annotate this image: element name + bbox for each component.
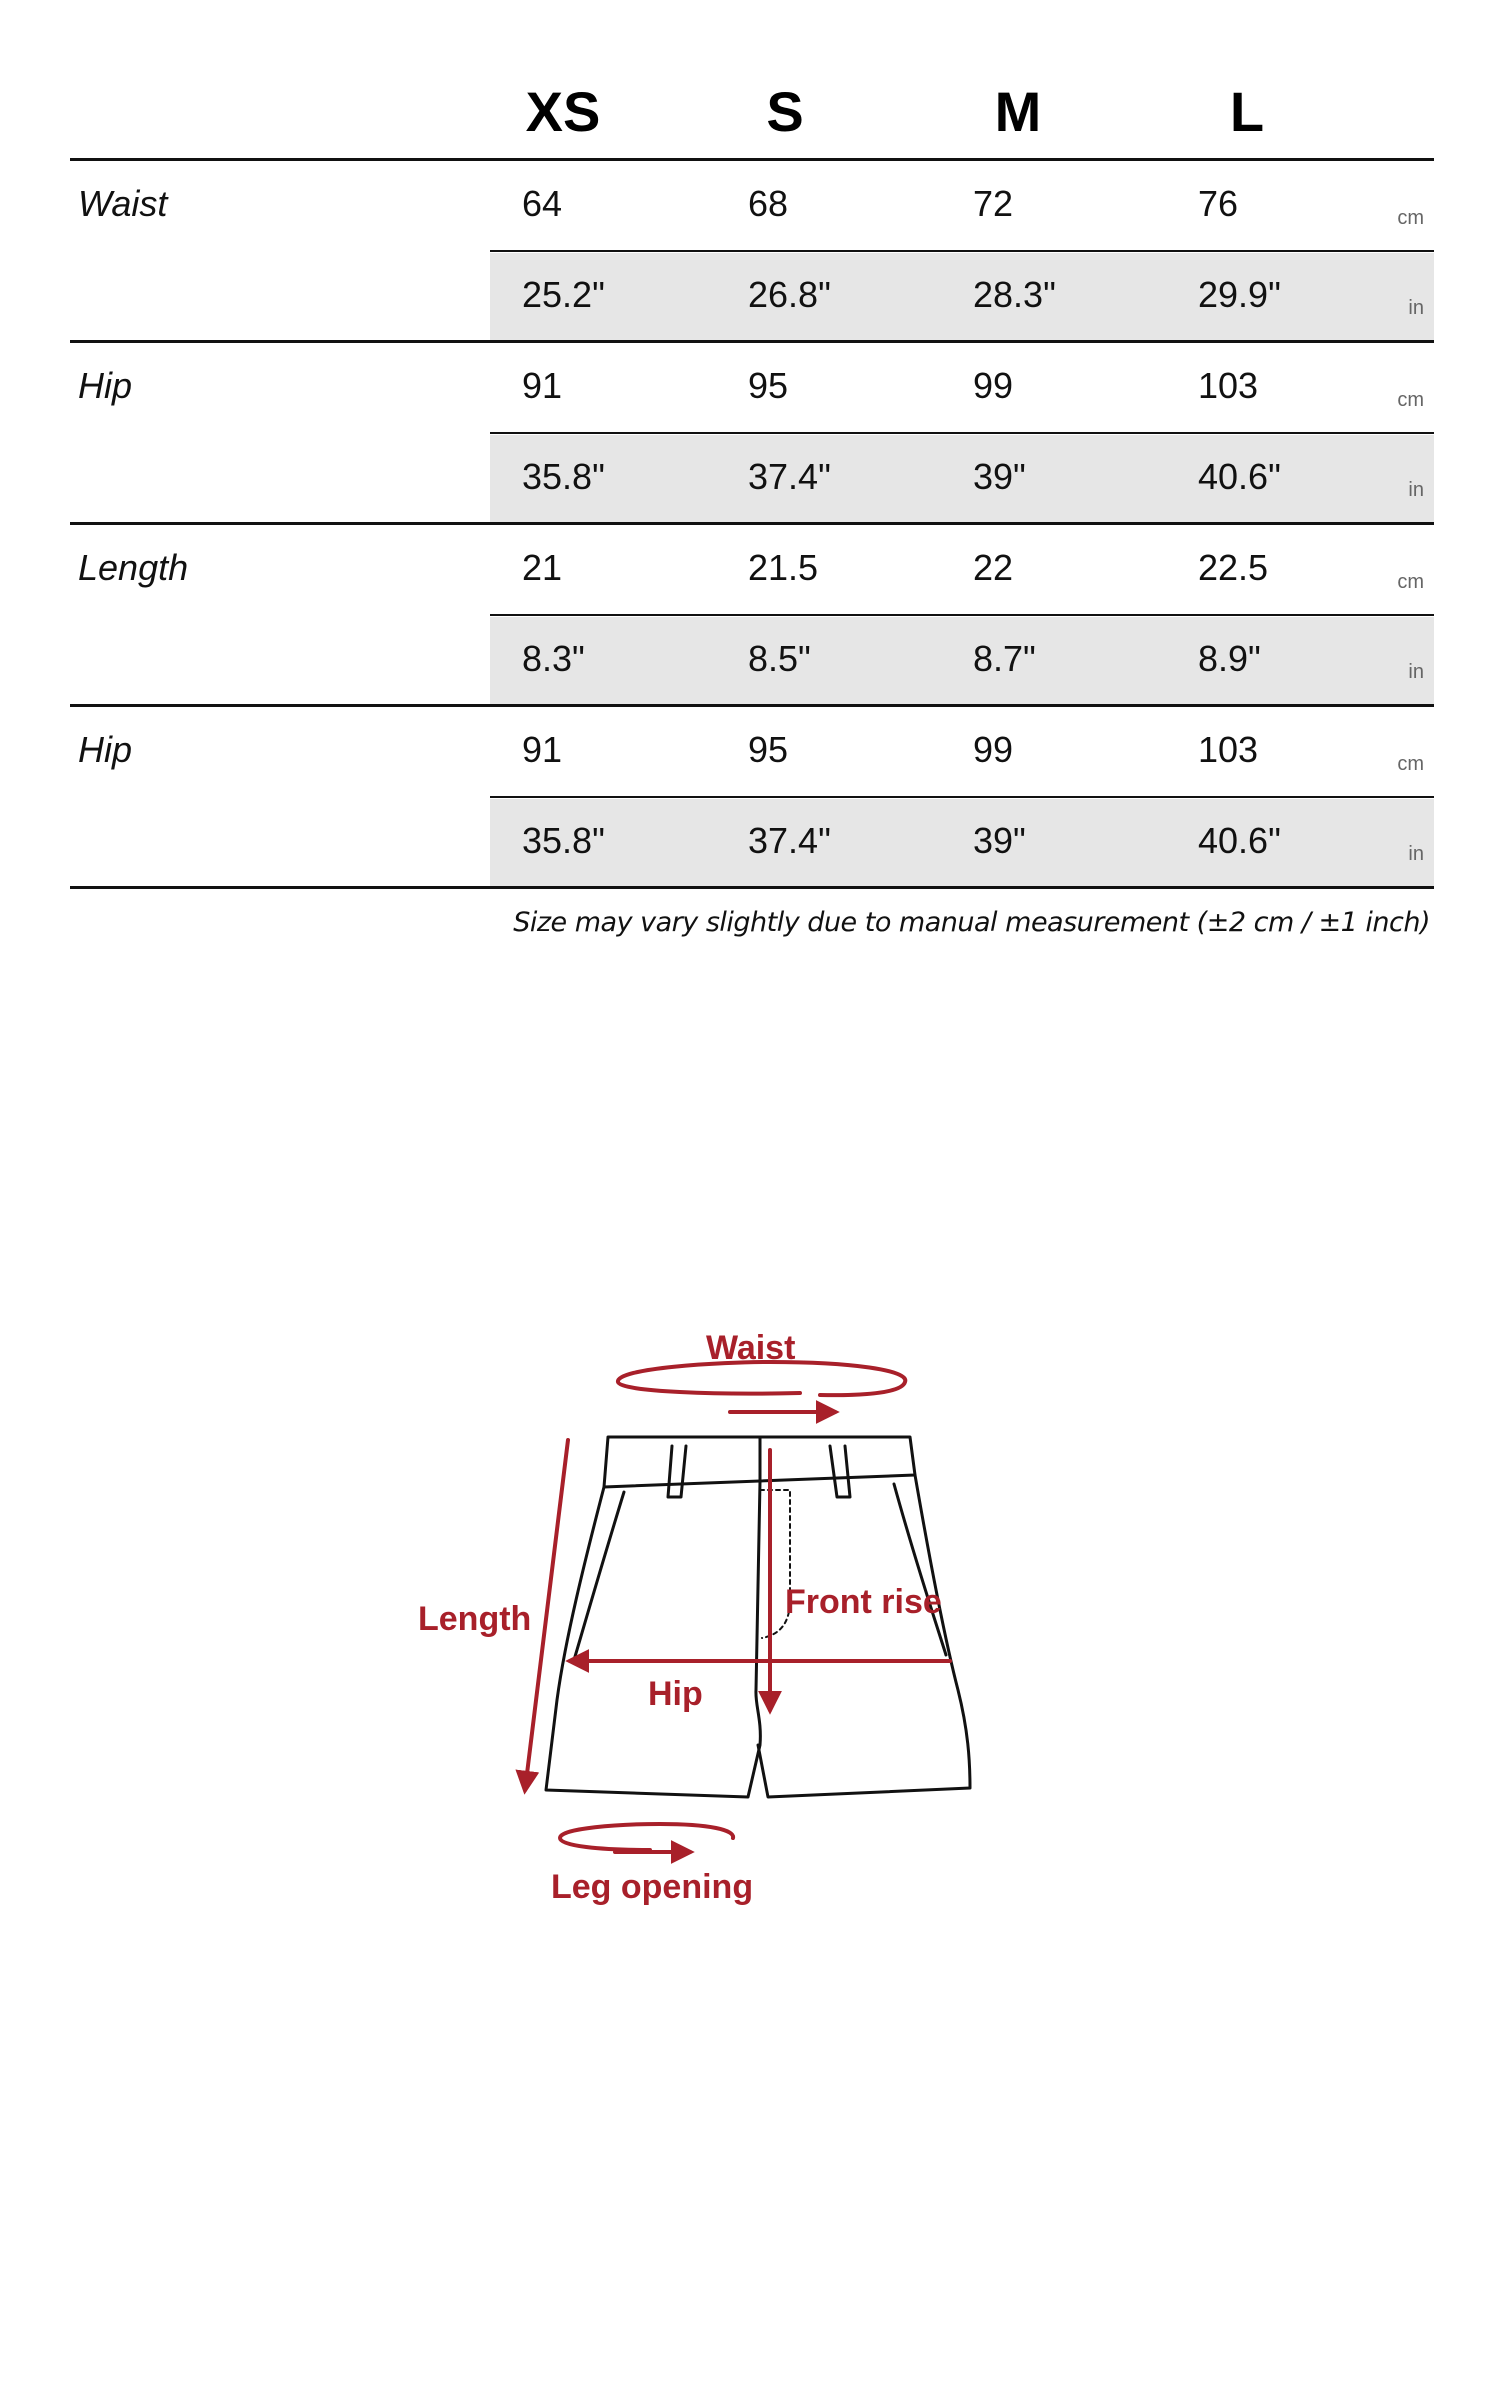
- table-cell-in: 26.8": [748, 274, 831, 315]
- diagram-label-leg-opening: Leg opening: [551, 1868, 754, 1906]
- size-header-m: M: [994, 80, 1042, 143]
- table-cell-in: 40.6": [1198, 456, 1281, 497]
- table-cell-cm: 103: [1198, 729, 1259, 770]
- table-cell-cm: 21: [522, 547, 563, 588]
- unit-label-in: in: [1408, 297, 1424, 319]
- unit-label-in: in: [1408, 661, 1424, 683]
- unit-label-cm: cm: [1397, 389, 1424, 411]
- table-cell-in: 28.3": [973, 274, 1056, 315]
- waist-arrow-icon: [618, 1362, 905, 1412]
- table-cell-in: 39": [973, 456, 1026, 497]
- size-header-xs: XS: [525, 80, 601, 143]
- measurement-label: Hip: [78, 365, 133, 406]
- table-cell-cm: 91: [522, 729, 563, 770]
- table-cell-in: 29.9": [1198, 274, 1281, 315]
- table-cell-in: 8.7": [973, 638, 1036, 679]
- table-cell-in: 37.4": [748, 456, 831, 497]
- table-cell-in: 8.3": [522, 638, 585, 679]
- leg-opening-arrow-icon: [560, 1824, 733, 1852]
- measurement-disclaimer: Size may vary slightly due to manual measurement (±2 cm / ±1 inch): [513, 907, 1430, 938]
- diagram-label-front-rise: Front rise: [785, 1583, 942, 1621]
- unit-label-cm: cm: [1397, 571, 1424, 593]
- table-cell-cm: 95: [748, 729, 789, 770]
- table-cell-cm: 22.5: [1198, 547, 1269, 588]
- measurement-label: Length: [78, 547, 189, 588]
- table-cell-in: 35.8": [522, 456, 605, 497]
- table-cell-in: 25.2": [522, 274, 605, 315]
- measurement-label: Hip: [78, 729, 133, 770]
- unit-label-cm: cm: [1397, 753, 1424, 775]
- table-cell-in: 8.5": [748, 638, 811, 679]
- table-cell-in: 37.4": [748, 820, 831, 861]
- table-cell-in: 40.6": [1198, 820, 1281, 861]
- diagram-label-length: Length: [418, 1600, 532, 1638]
- table-cell-cm: 76: [1198, 183, 1239, 224]
- measurement-label: Waist: [78, 183, 168, 224]
- length-arrow-icon: [525, 1440, 568, 1790]
- table-cell-cm: 21.5: [748, 547, 819, 588]
- table-cell-cm: 91: [522, 365, 563, 406]
- table-cell-cm: 72: [973, 183, 1014, 224]
- table-cell-in: 39": [973, 820, 1026, 861]
- unit-label-cm: cm: [1397, 207, 1424, 229]
- unit-label-in: in: [1408, 479, 1424, 501]
- table-cell-cm: 68: [748, 183, 789, 224]
- table-cell-cm: 103: [1198, 365, 1259, 406]
- table-cell-cm: 22: [973, 547, 1014, 588]
- table-cell-in: 35.8": [522, 820, 605, 861]
- size-header-s: S: [766, 80, 804, 143]
- table-cell-cm: 99: [973, 365, 1014, 406]
- size-header-l: L: [1229, 80, 1265, 143]
- table-cell-cm: 99: [973, 729, 1014, 770]
- table-cell-cm: 64: [522, 183, 563, 224]
- table-cell-in: 8.9": [1198, 638, 1261, 679]
- unit-label-in: in: [1408, 843, 1424, 865]
- diagram-label-hip: Hip: [648, 1675, 703, 1713]
- diagram-label-waist: Waist: [706, 1329, 796, 1367]
- table-cell-cm: 95: [748, 365, 789, 406]
